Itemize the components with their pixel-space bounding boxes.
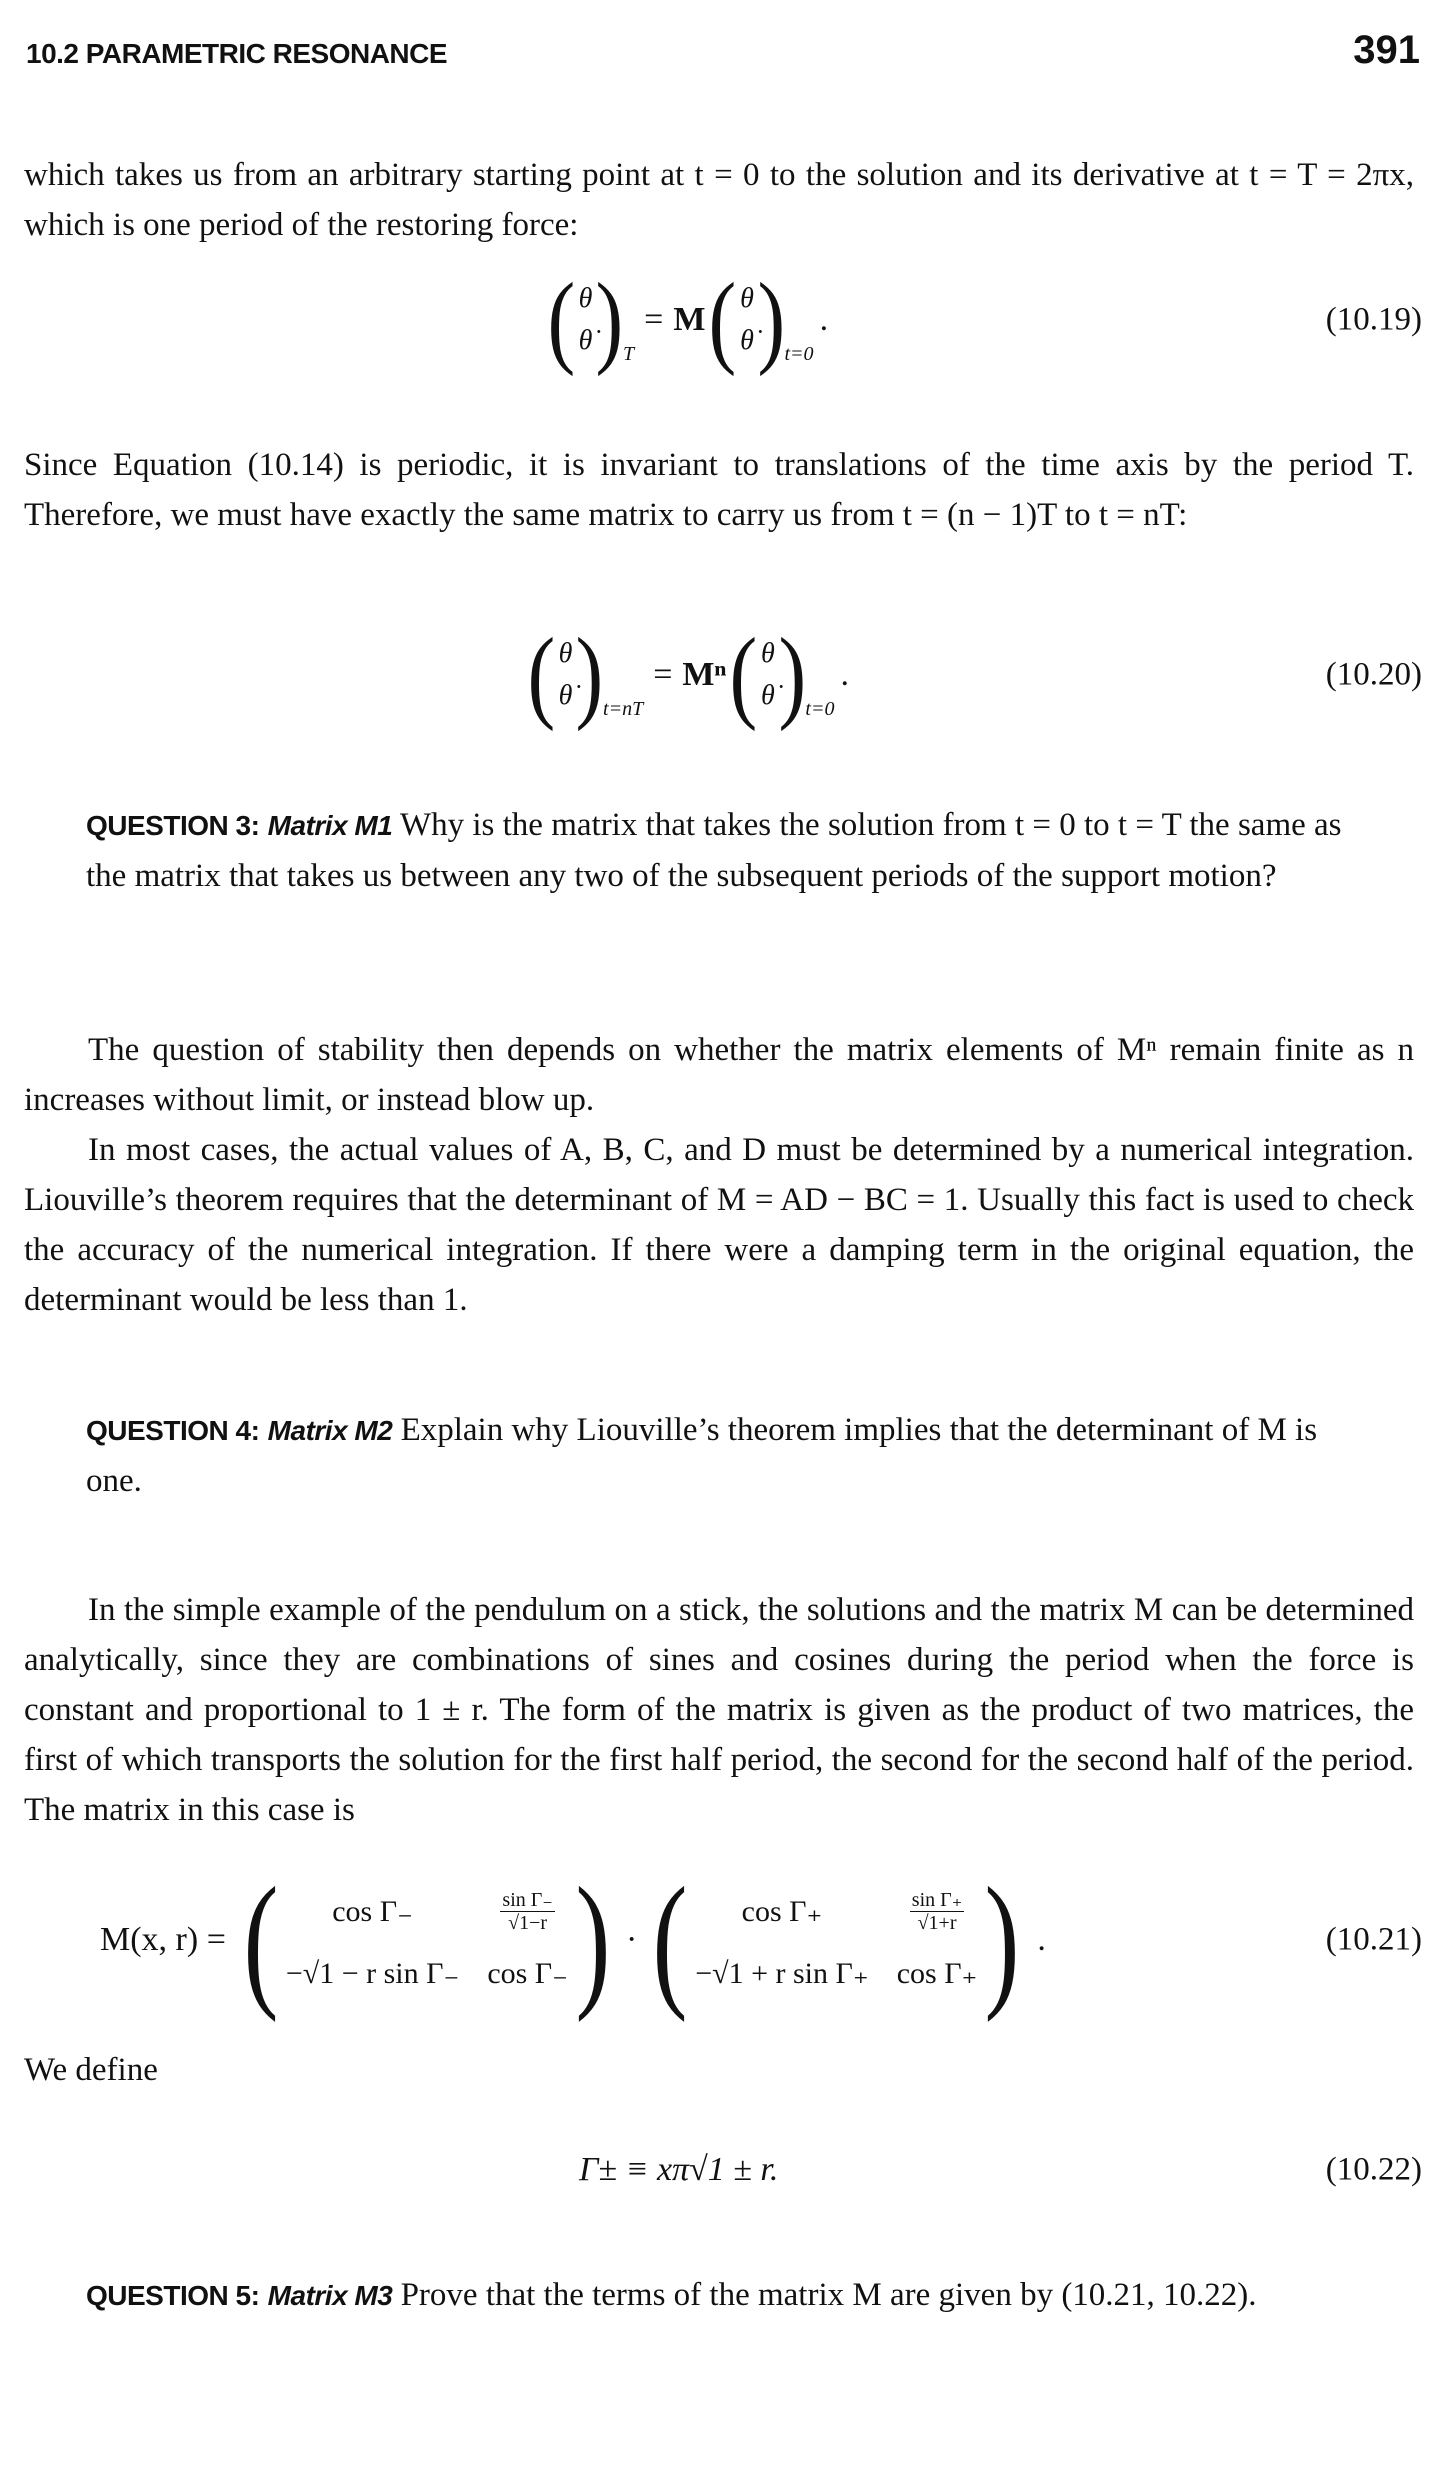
question-topic: Matrix M1	[267, 810, 393, 841]
second-half-matrix: ( cos Γ₊ $\frac{\text{sin Γ₊}}{√1+r}$ −√1 + r sin Γ₊ cos Γ₊ )	[652, 1857, 1020, 2023]
state-vector-left: ( θ θ̇ ) T	[547, 262, 635, 377]
theta: θ	[578, 283, 593, 314]
theta: θ	[740, 283, 754, 314]
state-vector-right: ( θ θ̇ ) t=0	[708, 262, 814, 377]
paragraph-6: We define	[24, 2052, 158, 2088]
equation-body: ( θ θ̇ ) T = M ( θ θ̇ ) t=0 .	[544, 255, 828, 385]
equation-body: Γ± ≡ xπ√1 ± r.	[579, 2151, 779, 2188]
question-text: Explain why Liouville’s theorem implies that the determinant of M is one.	[86, 1412, 1318, 1499]
theta: θ	[760, 638, 775, 669]
page-header	[26, 28, 1420, 88]
product-dot: ·	[625, 1921, 638, 1958]
equation-number: (10.21)	[1325, 1921, 1422, 1958]
matrix-entry: −√1 + r sin Γ₊	[695, 1957, 869, 1990]
equation-10-21	[24, 1855, 1422, 2025]
running-head: 10.2 PARAMETRIC RESONANCE	[26, 38, 448, 69]
matrix-lhs: M(x, r) =	[100, 1921, 226, 1958]
theta-dot: θ̇	[558, 680, 573, 711]
question-topic: Matrix M2	[267, 1415, 393, 1446]
matrix-entry: cos Γ₊	[741, 1895, 823, 1928]
theta-dot: θ̇	[578, 325, 593, 356]
first-half-matrix: ( cos Γ₋ $\frac{\text{sin Γ₋}}{√1-r}$ −√1 − r sin Γ₋ cos Γ₋ )	[243, 1857, 611, 2023]
matrix-entry: cos Γ₋	[332, 1895, 413, 1928]
question-topic: Matrix M3	[267, 2280, 393, 2311]
equation-body: ( θ θ̇ ) t=nT = Mⁿ ( θ θ̇ ) t=0 .	[524, 610, 849, 740]
matrix-entry: cos Γ₊	[896, 1957, 978, 1990]
question-label: QUESTION 3:	[86, 810, 260, 841]
paragraph-5: In the simple example of the pendulum on a stick, the solutions and the matrix M can be determined analytically, since they are combinations of sines and cosines during the period when the force is constant and proportional to 1 ± r. The form of the matrix is given as the product of two matrices, the first of which transports the solution for the first half period, the second for the second half of the period. The matrix in this case is	[24, 1592, 1414, 1828]
theta-dot: θ̇	[760, 680, 775, 711]
question-5	[86, 2270, 1376, 2321]
matrix-entry-fraction: $\frac{\text{sin Γ₊}}{√1+r}$	[911, 1889, 963, 1934]
equation-10-19	[24, 255, 1422, 385]
subscript-right: t=0	[805, 698, 835, 720]
subscript-left: T	[623, 343, 635, 365]
paragraph-4: In most cases, the actual values of A, B, C, and D must be determined by a numerical integration. Liouville’s theorem requires that the determinant of M = AD − BC = 1. Usually this fact is used to check the accuracy of the numerical integration. If there were a damping term in the original equation, the determinant would be less than 1.	[24, 1132, 1414, 1318]
paragraph-1: which takes us from an arbitrary starting point at t = 0 to the solution and its derivative at t = T = 2πx, which is one period of the restoring force:	[24, 157, 1414, 243]
matrix-power-symbol: Mⁿ	[682, 656, 727, 693]
question-text: Prove that the terms of the matrix M are given by (10.21, 10.22).	[400, 2277, 1257, 2313]
equation-number: (10.22)	[1325, 2151, 1422, 2188]
matrix-entry: −√1 − r sin Γ₋	[285, 1957, 460, 1990]
matrix-entry-fraction: $\frac{\text{sin Γ₋}}{√1-r}$	[502, 1889, 553, 1934]
page-number: 391	[1353, 28, 1420, 72]
question-4	[86, 1405, 1376, 1506]
equation-10-20	[24, 610, 1422, 740]
paragraph-3: The question of stability then depends on whether the matrix elements of Mⁿ remain finite as n increases without limit, or instead blow up.	[24, 1032, 1414, 1118]
state-vector-right: ( θ θ̇ ) t=0	[729, 617, 835, 732]
theta: θ	[558, 638, 573, 669]
question-label: QUESTION 4:	[86, 1415, 260, 1446]
equals-sign: =	[653, 656, 673, 693]
paragraph-2: Since Equation (10.14) is periodic, it is invariant to translations of the time axis by the period T. Therefore, we must have exactly the same matrix to carry us from t = (n − 1)T to t = nT:	[24, 447, 1414, 533]
equals-sign: =	[644, 301, 664, 338]
subscript-left: t=nT	[603, 698, 644, 720]
equation-number: (10.19)	[1325, 301, 1422, 338]
equation-body: M(x, r) = ( cos Γ₋ $\frac{\text{sin Γ₋}}{√1-r}$ −√1 − r sin Γ₋ cos Γ₋ ) · ( cos Γ₊ $\frac{\text{sin Γ₊}}{√1+r}$ −√1 + r sin Γ₊ cos Γ₊ ) .	[100, 1857, 1046, 2023]
matrix-symbol: M	[673, 301, 706, 338]
question-text: Why is the matrix that takes the solution from t = 0 to t = T the same as the matrix that takes us between any two of the subsequent periods of the support motion?	[86, 807, 1342, 894]
state-vector-left: ( θ θ̇ ) t=nT	[527, 617, 644, 732]
question-label: QUESTION 5:	[86, 2280, 260, 2311]
question-3	[86, 800, 1376, 901]
matrix-entry: cos Γ₋	[487, 1957, 568, 1990]
equation-10-22	[24, 2130, 1422, 2210]
equation-number: (10.20)	[1325, 656, 1422, 693]
theta-dot: θ̇	[740, 325, 754, 356]
subscript-right: t=0	[784, 343, 814, 365]
